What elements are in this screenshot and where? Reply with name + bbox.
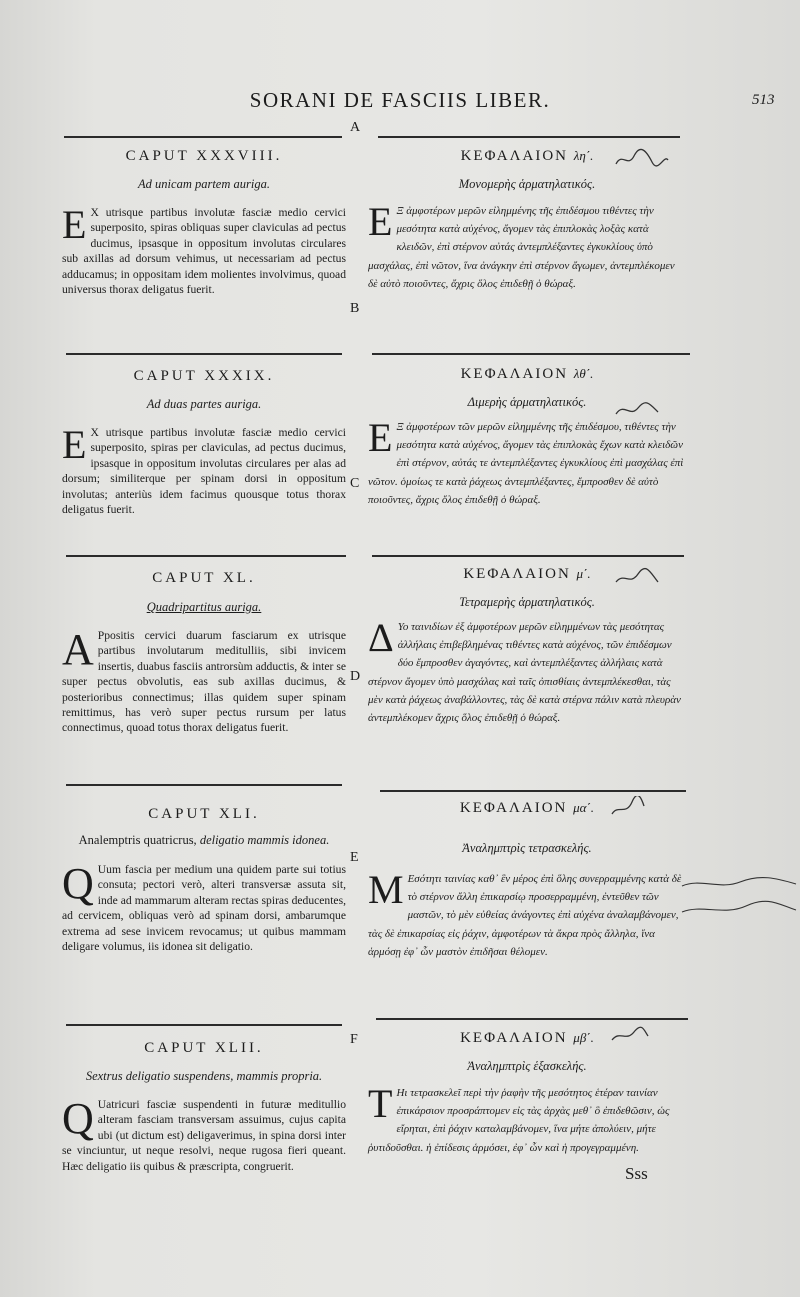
drop-initial: E bbox=[62, 422, 87, 467]
section-rule bbox=[66, 555, 346, 557]
section-rule bbox=[378, 136, 680, 138]
running-title: SORANI DE FASCIIS LIBER. bbox=[249, 88, 551, 112]
latin-chapter-42 bbox=[62, 1040, 346, 1174]
margin-letter-c: C bbox=[350, 476, 360, 491]
margin-letter-d: D bbox=[350, 669, 361, 684]
latin-chapter-41 bbox=[62, 806, 346, 954]
margin-letter-a: A bbox=[350, 120, 361, 135]
section-rule bbox=[64, 136, 342, 138]
handwritten-annotation bbox=[612, 398, 662, 420]
drop-initial: Τ bbox=[368, 1081, 393, 1126]
chapter-text: Ε Ξ ἀμφοτέρων μερῶν εἰλημμένης τῆς ἐπιδέσμου τιθέντες τὴν μεσότητα κατὰ αὐχένος, ἄγομεν τὰς ἐπιπλοκὰς λοξὰς κατὰ κλειδῶν, ἐπὶ στέρνον αὐτάς ἀντεμπλέξαντες ἐγκυκλίους ὑπὸ μασχάλας, ἐπὶ νῶτον, ἵνα ἀνάγκην ἐπὶ στέρνον ἄγωμεν, ἀντεμπλέκομεν δὲ αὐτὸ ποιοῦντες, ἄχρις ὅλος ἐπιδεθῇ ὁ θώραξ. bbox=[368, 199, 675, 290]
chapter-subtitle: Ἀναλημπτρὶς τετρασκελής. bbox=[462, 841, 592, 855]
section-rule bbox=[66, 784, 342, 786]
margin-letter-b: B bbox=[350, 301, 360, 316]
chapter-text: Δ Υο ταινιδίων ἐξ ἀμφοτέρων μερῶν εἰλημμένων τὰς μεσότητας ἀλλήλαις ἐπιβεβλημένας τιθέντες κατὰ αὐχένος, τῶν ἐπιδέσμων δύο ἔμπροσθεν ἀγαγόντες, καὶ ἀντεμπλέξαντες ἀλλήλαις κατὰ στέρνον ἄγομεν ὑπὸ μασχάλας καὶ ταῖς ὀπισθίαις ἀντεμπλέκεσθαι, τὰς μὲν κατὰ ῥάχεως ἀναβάλλοντες, τὰς δὲ κατὰ στέρνα πάλιν κατὰ πλευρὰν ἀντεμπλέκομεν ἄχρις ὅλος ἐπιδεθῇ ὁ θώραξ. bbox=[368, 615, 681, 725]
margin-letter-f: F bbox=[350, 1032, 358, 1047]
latin-chapter-40 bbox=[62, 570, 346, 736]
chapter-title: ΚΕΦΑΛΑΙΟΝ λθ΄. bbox=[460, 366, 594, 382]
chapter-text: Q Uatricuri fasciæ suspendenti in futuræ meditullio alteram fasciam transversam assuimus, cujus capita ubi (ut dictum est) deligaverimus, in spina dorsi inter se vinciuntur, ut neque resolvi, neque rugosa fieri queant. Hæc deligatio iis quibus & præscripta, congruerit. bbox=[62, 1094, 346, 1173]
chapter-subtitle: Quadripartitus auriga. bbox=[146, 600, 262, 614]
chapter-title: CAPUT XXXIX. bbox=[133, 368, 275, 384]
section-rule bbox=[372, 555, 684, 557]
section-rule bbox=[380, 790, 686, 792]
latin-chapter-39 bbox=[62, 368, 346, 517]
margin-letter-e: E bbox=[350, 850, 359, 865]
chapter-text: Ε Ξ ἀμφοτέρων τῶν μερῶν εἰλημμένης τῆς ἐπιδέσμου, τιθέντες τὴν μεσότητα κατὰ αὐχένος, ἄγομεν τὰς ἐπιπλοκὰς ἔχων κατὰ κλειδῶν ἐπὶ στέρνον, αὐτάς τε ἀντεμπλέξαντες ἐγκυκλίους ἐπὶ μασχάλας ἐπὶ νῶτον. ὁμοίως τε κατὰ ῥάχεως ἀντεμπλέξαντες, ἔμπροσθεν δὲ αὐτὸ ποιοῦντες, ἄχρις ὅλος ἐπιδεθῇ ὁ θώραξ. bbox=[368, 415, 684, 506]
greek-chapter-41 bbox=[368, 800, 686, 961]
section-rule bbox=[372, 353, 690, 355]
drop-initial: E bbox=[62, 202, 87, 247]
chapter-subtitle: Τετραμερὴς ἁρματηλατικός. bbox=[459, 595, 595, 609]
drop-initial: Q bbox=[62, 859, 94, 908]
handwritten-annotation bbox=[612, 566, 662, 588]
latin-chapter-38 bbox=[62, 148, 346, 297]
chapter-text: A Ppositis cervici duarum fasciarum ex utrisque partibus involutarum meditulliis, sibi invicem insertis, duabus fasciis antrorsùm adductis, & inter se super pectus obvolutis, eas sub axillas ducimus, & posterioribus connectimus; illas quidem super spinam remittimus, has verò super pectus rursum per latus connectimus, quoad totus thorax deligatus fuerit. bbox=[62, 625, 346, 735]
chapter-subtitle: Ad duas partes auriga. bbox=[146, 397, 262, 411]
chapter-title: CAPUT XLII. bbox=[144, 1040, 264, 1056]
chapter-subtitle: Μονομερὴς ἁρματηλατικός. bbox=[458, 177, 596, 191]
greek-chapter-40 bbox=[368, 566, 686, 727]
chapter-text: Μ Εσότητι ταινίας καθ᾽ ἓν μέρος ἐπὶ ὅλης συνερραμμένης κατὰ δὲ τὸ στέρνον ἄλλη ἐπικαρσίῳ προσερραμμένη, ἐντεῦθεν τῶν μαστῶν, τὸ μὲν εὐθείας ἀνάγοντες ἐπὶ αὐχένα ἀναλαμβάνομεν, τὰς δὲ ἐπικαρσίας εἰς ῥάχιν, ἀμφοτέρων τὰ ἄκρα πρὸς ἄλληλα, ἵνα ἁρμόσῃ ἐφ᾽ ὧν μαστὸν ἐπιδῆσαι θέλομεν. bbox=[368, 867, 682, 958]
drop-initial: Μ bbox=[368, 867, 404, 912]
drop-initial: Δ bbox=[368, 615, 394, 660]
chapter-subtitle: Ad unicam partem auriga. bbox=[138, 177, 270, 191]
chapter-text: E X utrisque partibus involutæ fasciæ medio cervici superposito, spiras obliquas super claviculas ad pectus ducimus, ipsasque in oppositum involutas circulares sub axillas ad dorsum vehimus, ut necessariam ad pectus adducamus; in oppositam idem molientes involvimus, quoad universus thorax deligatus fuerit. bbox=[62, 202, 346, 297]
drop-initial: Ε bbox=[368, 199, 393, 244]
chapter-title: ΚΕΦΑΛΑΙΟΝ μα΄. bbox=[459, 800, 595, 816]
handwritten-annotation bbox=[608, 1024, 652, 1046]
chapter-subtitle: Διμερὴς ἁρματηλατικός. bbox=[467, 395, 587, 409]
greek-chapter-39 bbox=[368, 366, 686, 509]
handwritten-annotation bbox=[612, 146, 672, 170]
drop-initial: Q bbox=[62, 1094, 94, 1143]
page-number: 513 bbox=[752, 92, 775, 108]
chapter-title: CAPUT XLI. bbox=[148, 806, 260, 822]
handwritten-annotation bbox=[680, 874, 798, 924]
handwritten-annotation bbox=[608, 796, 648, 820]
section-rule bbox=[66, 1024, 342, 1026]
chapter-text: Τ Ηι τετρασκελεῖ περὶ τὴν ῥαφὴν τῆς μεσότητος ἑτέραν ταινίαν ἐπικάρσιον προσράπτομεν εἰς τὰς ἀρχὰς μεθ᾽ ὃ ἐπιδεθῶσιν, ὡς εἴρηται, ἐπὶ ῥάχιν καταλαμβάνομεν, ἵνα μήτε ἀπολύειν, μήτε ῥυτιδοῦσθαι. ἡ ἐπίδεσις ἁρμόσει, ἐφ᾽ ὧν καὶ ἡ προγεγραμμένη. bbox=[368, 1081, 670, 1154]
drop-initial: A bbox=[62, 625, 94, 674]
chapter-subtitle: Analemptris quatricrus, deligatio mammis idonea. bbox=[78, 833, 330, 847]
chapter-title: CAPUT XL. bbox=[152, 570, 256, 586]
chapter-title: ΚΕΦΑΛΑΙΟΝ μ΄. bbox=[463, 566, 591, 582]
chapter-title: CAPUT XXXVIII. bbox=[125, 148, 283, 164]
chapter-title: ΚΕΦΑΛΑΙΟΝ μβ΄. bbox=[460, 1030, 594, 1046]
greek-chapter-42 bbox=[368, 1030, 686, 1157]
drop-initial: Ε bbox=[368, 415, 393, 460]
chapter-text: Q Uum fascia per medium una quidem parte sui totius consuta; pectori verò, alteri transversæ assuta sit, inde ad mammarum alteram rectas spiras deducentes, ad cervicem, obliquas verò ad spinam dorsi, ambarumque extrema ad sese invicem revocamus; ut quibus mammam deligare volumus, iis idonea sit deligatio. bbox=[62, 859, 346, 954]
chapter-text: E X utrisque partibus involutæ fasciæ medio cervici superposito, spiras per claviculas, ad pectus ducimus, ipsasque in oppositum involutas circulares per alas ad dorsum; similiterque per spinam dorsi in oppositum involutas; anteriùs idem facimus quousque totus thorax deligatus fuerit. bbox=[62, 422, 346, 517]
signature-mark: Sss bbox=[625, 1164, 648, 1183]
section-rule bbox=[66, 353, 342, 355]
section-rule bbox=[376, 1018, 688, 1020]
chapter-subtitle: Ἀναλημπτρὶς ἑξασκελής. bbox=[467, 1059, 587, 1073]
chapter-title: ΚΕΦΑΛΑΙΟΝ λη΄. bbox=[460, 148, 594, 164]
chapter-subtitle: Sextrus deligatio suspendens, mammis propria. bbox=[85, 1069, 323, 1083]
